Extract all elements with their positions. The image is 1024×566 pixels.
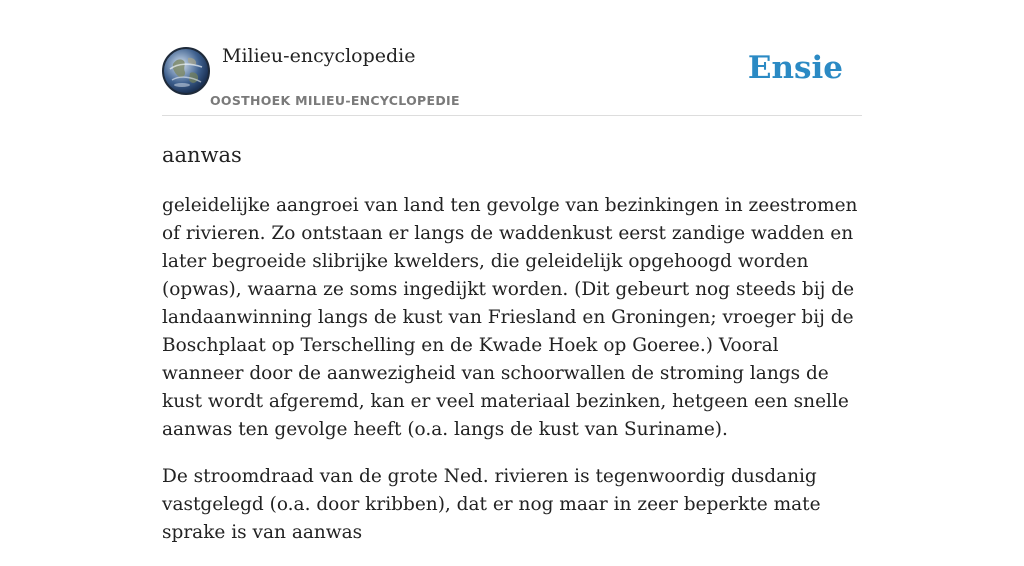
entry-paragraph: De stroomdraad van de grote Ned. rivieren is tegenwoordig dusdanig vastgelegd (o.a. door kribben), dat er nog maar in zeer beperkte mate sprake is van aanwas [162,466,821,543]
ensie-brand-link[interactable]: Ensie [747,50,843,86]
site-header [162,38,862,116]
earth-globe-icon[interactable] [162,47,210,95]
site-name[interactable]: Milieu-encyclopedie [222,45,416,67]
entry-content [162,138,862,566]
entry-paragraph: geleidelijke aangroei van land ten gevolge van bezinkingen in zeestromen of rivieren. Zo ontstaan er langs de waddenkust eerst zandige wadden en later begroeide slibrijke kwelders, die geleidelijk opgehoogd worden (opwas), waarna ze soms ingedijkt worden. (Dit gebeurt nog steeds bij de landaanwinning langs de kust van Friesland en Groningen; vroeger bij de Boschplaat op Terschelling en de Kwade Hoek op Goeree.) Vooral wanneer door de aanwezigheid van schoorwallen de stroming langs de kust wordt afgeremd, kan er veel materiaal bezinken, hetgeen een snelle aanwas ten gevolge heeft (o.a. langs de kust van Suriname). [162,195,858,440]
entry-title: aanwas [162,143,242,167]
site-subtitle: OOSTHOEK MILIEU-ENCYCLOPEDIE [210,93,460,108]
